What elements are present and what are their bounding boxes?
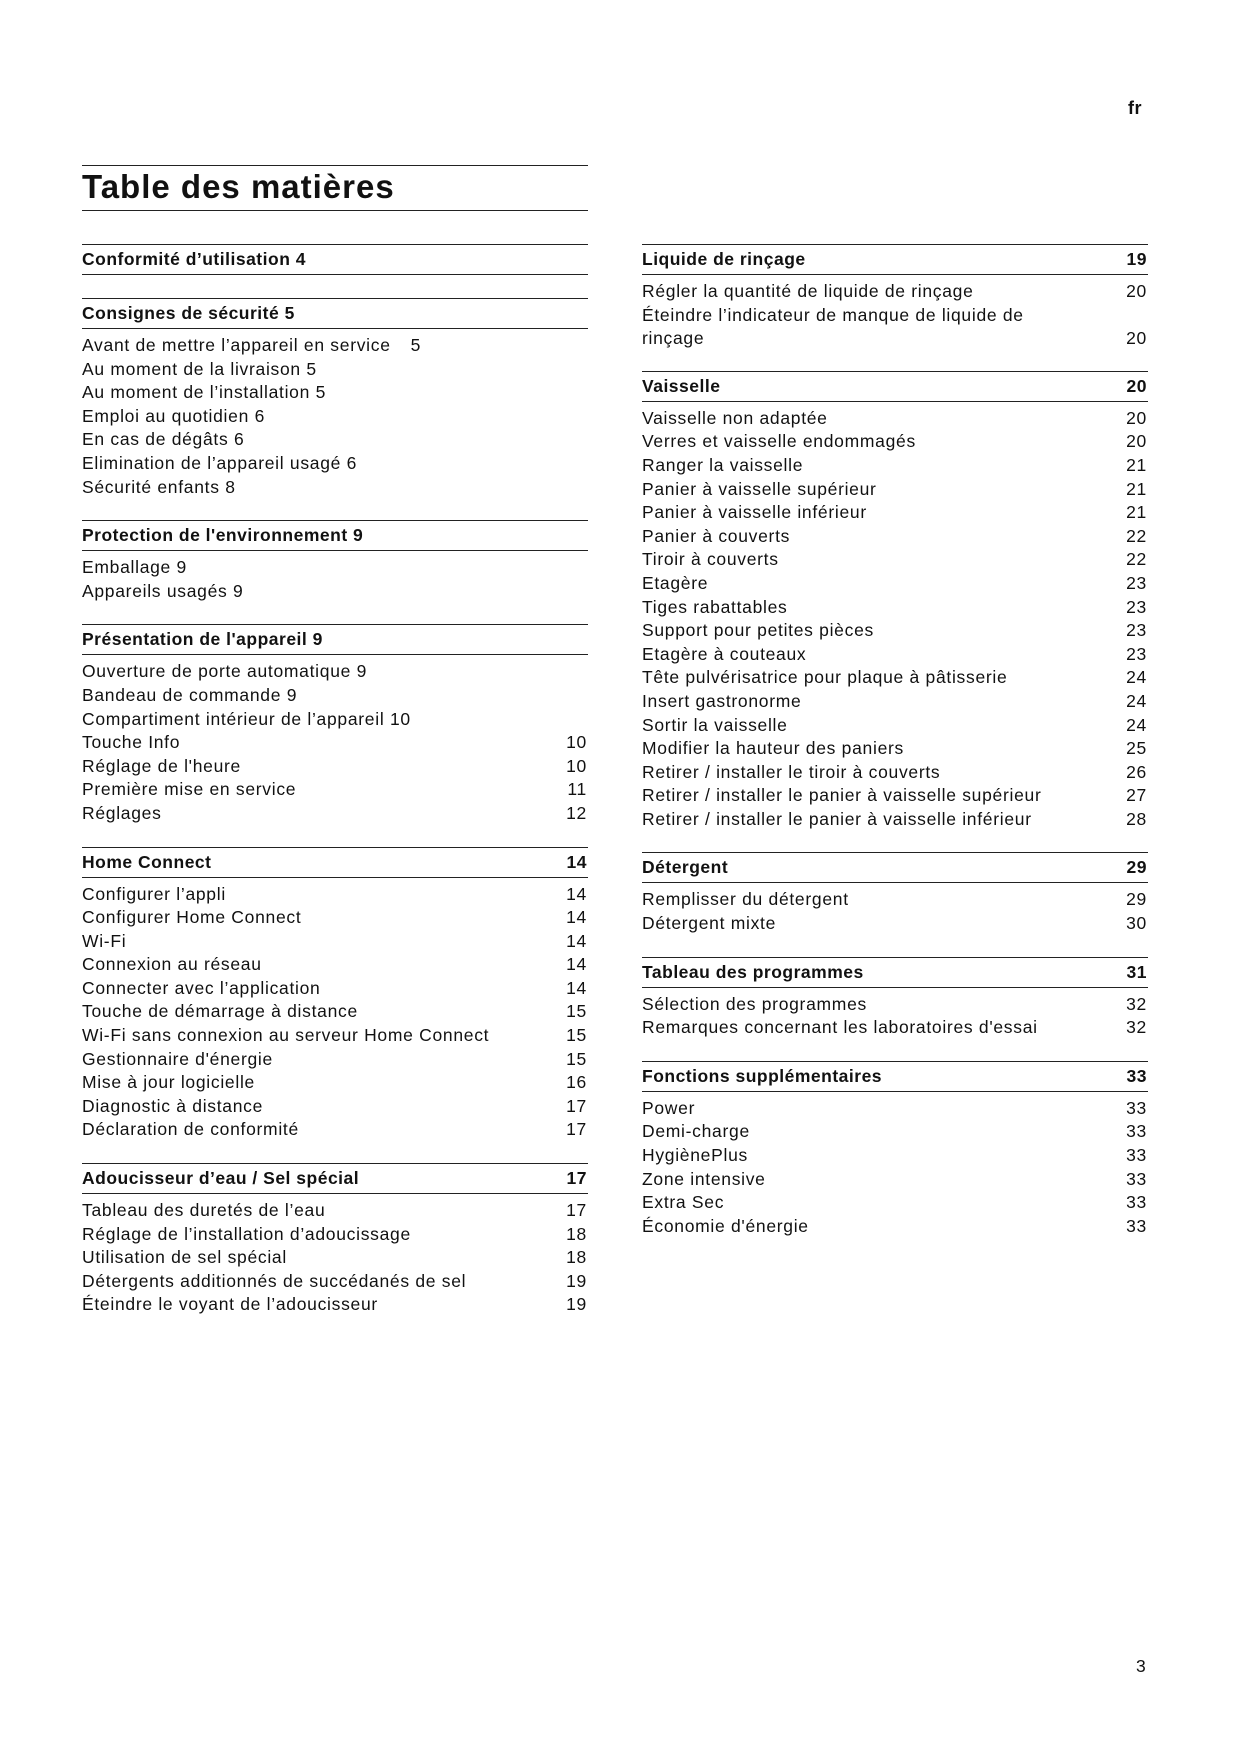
entry-page: 20: [1126, 431, 1147, 452]
toc-entry[interactable]: [82, 755, 588, 779]
toc-entry-list: [82, 655, 588, 825]
toc-entry[interactable]: [82, 1223, 588, 1247]
toc-entry-list: [82, 878, 588, 1143]
entry-text: Ranger la vaisselle: [642, 454, 804, 475]
entry-text: Emploi au quotidien 6: [82, 405, 266, 426]
entry-page: 18: [566, 1223, 587, 1244]
entry-text: Déclaration de conformité: [82, 1119, 299, 1140]
entry-text: Éteindre le voyant de l’adoucisseur: [82, 1294, 378, 1315]
entry-page: 24: [1126, 690, 1147, 711]
entry-text: Connexion au réseau: [82, 954, 262, 975]
entry-page: 25: [1126, 738, 1147, 759]
toc-section-heading[interactable]: [642, 1061, 1148, 1092]
entry-text: Régler la quantité de liquide de rinçage: [642, 281, 974, 301]
toc-section: [642, 957, 1148, 1040]
toc-entry[interactable]: [82, 428, 588, 452]
toc-section-heading[interactable]: [82, 847, 588, 878]
section-title: Présentation de l'appareil 9: [82, 629, 323, 650]
toc-entry[interactable]: [82, 334, 588, 358]
toc-entry[interactable]: [642, 619, 1148, 643]
toc-section: [82, 298, 588, 499]
entry-text: Bandeau de commande 9: [82, 684, 298, 705]
toc-entry[interactable]: [642, 784, 1148, 808]
entry-text: En cas de dégâts 6: [82, 429, 245, 450]
toc-entry[interactable]: [642, 501, 1148, 525]
toc-left-column: [82, 244, 588, 1338]
entry-page: [557, 684, 588, 708]
toc-entry[interactable]: [82, 977, 588, 1001]
toc-entry[interactable]: [82, 452, 588, 476]
toc-entry[interactable]: [82, 883, 588, 907]
entry-text: Éteindre l’indicateur de manque de liquide de rinçage: [642, 304, 1024, 349]
entry-page: 33: [1126, 1215, 1147, 1236]
section-title: Tableau des programmes: [642, 961, 864, 982]
entry-page: 15: [566, 1048, 587, 1069]
toc-entry[interactable]: [82, 1118, 588, 1142]
entry-text: Touche Info: [82, 732, 181, 753]
entry-page: 10: [566, 732, 587, 753]
entry-text: Panier à vaisselle inférieur: [642, 502, 867, 523]
entry-text: Réglages: [82, 802, 162, 823]
toc-entry[interactable]: [642, 304, 1148, 351]
language-tag: fr: [1128, 98, 1142, 118]
page-title: Table des matières: [82, 168, 395, 205]
entry-page: 33: [1126, 1097, 1147, 1118]
entry-text: Ouverture de porte automatique 9: [82, 661, 368, 682]
entry-text: Compartiment intérieur de l’appareil 10: [82, 708, 411, 729]
toc-entry[interactable]: [642, 666, 1148, 690]
entry-page: 32: [1126, 1017, 1147, 1038]
entry-text: Réglage de l’installation d’adoucissage: [82, 1223, 411, 1244]
entry-page: 14: [566, 977, 587, 998]
entry-text: Extra Sec: [642, 1192, 725, 1213]
entry-text: Utilisation de sel spécial: [82, 1247, 287, 1268]
toc-entry[interactable]: [642, 993, 1148, 1017]
entry-page: 23: [1126, 620, 1147, 641]
entry-page: 30: [1126, 913, 1147, 934]
entry-text: Etagère: [642, 572, 709, 593]
toc-entry-list: [642, 1092, 1148, 1239]
section-title: Fonctions supplémentaires: [642, 1065, 883, 1086]
toc-entry[interactable]: [642, 454, 1148, 478]
section-page: 33: [1126, 1065, 1147, 1086]
entry-page: 23: [1126, 596, 1147, 617]
entry-text: Sortir la vaisselle: [642, 714, 788, 735]
toc-entry[interactable]: [82, 778, 588, 802]
toc-title-block: [82, 165, 588, 211]
toc-entry[interactable]: [642, 761, 1148, 785]
toc-entry[interactable]: [642, 478, 1148, 502]
entry-text: Demi-charge: [642, 1121, 750, 1142]
entry-page: 33: [1126, 1145, 1147, 1166]
toc-entry[interactable]: [82, 684, 588, 708]
entry-page: 22: [1126, 525, 1147, 546]
toc-entry[interactable]: [642, 1120, 1148, 1144]
entry-page: 21: [1126, 478, 1147, 499]
toc-section-heading[interactable]: [642, 244, 1148, 275]
toc-entry[interactable]: [82, 1048, 588, 1072]
entry-page: [557, 452, 588, 476]
section-title: Adoucisseur d’eau / Sel spécial: [82, 1168, 360, 1189]
entry-text: Remarques concernant les laboratoires d'essai: [642, 1017, 1038, 1038]
entry-page: 14: [566, 954, 587, 975]
entry-text: Tableau des duretés de l’eau: [82, 1200, 326, 1221]
entry-text: [82, 334, 588, 358]
entry-text: Touche de démarrage à distance: [82, 1001, 358, 1022]
entry-page: 19: [566, 1294, 587, 1315]
entry-text: Modifier la hauteur des paniers: [642, 738, 904, 759]
toc-entry[interactable]: [642, 912, 1148, 936]
entry-text: Appareils usagés 9: [82, 580, 244, 601]
toc-entry[interactable]: [642, 1016, 1148, 1040]
entry-page: 21: [1126, 454, 1147, 475]
toc-section-heading[interactable]: [642, 957, 1148, 988]
entry-text: Tiroir à couverts: [642, 549, 779, 570]
entry-page: 20: [1126, 407, 1147, 428]
entry-page: 17: [566, 1200, 587, 1221]
section-page: 17: [566, 1168, 587, 1189]
entry-text: Etagère à couteaux: [642, 643, 807, 664]
toc-entry[interactable]: [642, 1191, 1148, 1215]
toc-section: [642, 371, 1148, 832]
section-title: Conformité d’utilisation 4: [82, 249, 306, 269]
toc-entry[interactable]: [642, 596, 1148, 620]
entry-text: Retirer / installer le panier à vaisselle supérieur: [642, 785, 1042, 806]
entry-text: Retirer / installer le tiroir à couverts: [642, 761, 941, 782]
toc-entry[interactable]: [82, 1095, 588, 1119]
entry-page: 19: [566, 1270, 587, 1291]
toc-entry[interactable]: [642, 808, 1148, 832]
entry-text: Sélection des programmes: [642, 993, 867, 1014]
section-page: 29: [1126, 857, 1147, 878]
toc-entry-list: [642, 883, 1148, 935]
toc-entry[interactable]: [82, 1199, 588, 1223]
toc-entry-list: [642, 402, 1148, 832]
toc-entry[interactable]: [642, 1168, 1148, 1192]
entry-text: Mise à jour logicielle: [82, 1072, 255, 1093]
entry-text: HygiènePlus: [642, 1145, 748, 1166]
entry-text: Panier à couverts: [642, 525, 791, 546]
toc-entry-list: [82, 1194, 588, 1317]
section-page: 31: [1126, 961, 1147, 982]
entry-page: 22: [1126, 549, 1147, 570]
entry-page: 18: [566, 1247, 587, 1268]
toc-entry[interactable]: [82, 802, 588, 826]
section-page: 19: [1126, 249, 1147, 269]
entry-page: 29: [1126, 889, 1147, 910]
section-title: Protection de l'environnement 9: [82, 525, 364, 546]
toc-entry[interactable]: [642, 690, 1148, 714]
toc-entry-list: [82, 551, 588, 603]
entry-text: Wi-Fi: [82, 930, 127, 951]
toc-entry[interactable]: [642, 280, 1148, 304]
entry-text: Emballage 9: [82, 557, 187, 578]
entry-text: Zone intensive: [642, 1168, 766, 1189]
entry-text: Panier à vaisselle supérieur: [642, 478, 877, 499]
toc-section: [82, 520, 588, 603]
toc-entry[interactable]: [642, 1215, 1148, 1239]
section-title: Liquide de rinçage: [642, 249, 806, 269]
toc-entry[interactable]: [642, 1097, 1148, 1121]
section-title: Détergent: [642, 857, 729, 878]
entry-page: 20: [1126, 328, 1147, 349]
toc-section: [82, 244, 588, 275]
toc-entry[interactable]: [642, 888, 1148, 912]
toc-entry[interactable]: [82, 476, 588, 500]
entry-text: Détergents additionnés de succédanés de sel: [82, 1270, 467, 1291]
entry-text: Tiges rabattables: [642, 596, 788, 617]
entry-text: Verres et vaisselle endommagés: [642, 431, 916, 452]
toc-entry[interactable]: [82, 358, 588, 382]
entry-page: [557, 428, 588, 452]
toc-entry[interactable]: [642, 572, 1148, 596]
entry-text: Diagnostic à distance: [82, 1095, 264, 1116]
toc-entry[interactable]: [642, 737, 1148, 761]
entry-page: 32: [1126, 993, 1147, 1014]
section-title: Home Connect: [82, 851, 212, 872]
entry-page: 28: [1126, 808, 1147, 829]
entry-page: 26: [1126, 761, 1147, 782]
entry-page: [557, 358, 588, 382]
toc-entry[interactable]: [642, 643, 1148, 667]
entry-page: [557, 708, 588, 732]
entry-text: Au moment de la livraison 5: [82, 358, 317, 379]
toc-section: [642, 244, 1148, 351]
entry-page-inline: 5: [410, 335, 422, 355]
toc-section: [82, 624, 588, 825]
entry-page: 23: [1126, 643, 1147, 664]
entry-page: [557, 580, 588, 604]
entry-text: Connecter avec l’application: [82, 977, 321, 998]
toc-section-heading[interactable]: [82, 298, 588, 329]
toc-entry[interactable]: [642, 714, 1148, 738]
entry-page: [557, 476, 588, 500]
entry-page: 23: [1126, 572, 1147, 593]
entry-page: 33: [1126, 1121, 1147, 1142]
entry-text: Elimination de l’appareil usagé 6: [82, 452, 358, 473]
toc-entry[interactable]: [642, 407, 1148, 431]
entry-page: 10: [566, 755, 587, 776]
toc-section: [642, 852, 1148, 935]
entry-text: Insert gastronorme: [642, 690, 802, 711]
entry-text: Wi-Fi sans connexion au serveur Home Connect: [82, 1025, 490, 1046]
entry-text: Économie d'énergie: [642, 1215, 809, 1236]
entry-text: Sécurité enfants 8: [82, 476, 236, 497]
entry-text: Retirer / installer le panier à vaisselle inférieur: [642, 808, 1032, 829]
entry-page: 12: [566, 802, 587, 823]
entry-page: 14: [566, 883, 587, 904]
toc-section-heading[interactable]: [82, 244, 588, 275]
entry-text: Au moment de l’installation 5: [82, 382, 327, 403]
entry-page: 17: [566, 1095, 587, 1116]
entry-text: Première mise en service: [82, 779, 297, 800]
entry-page: 24: [1126, 667, 1147, 688]
toc-entry[interactable]: [82, 381, 588, 405]
toc-entry[interactable]: [82, 731, 588, 755]
entry-page: 33: [1126, 1192, 1147, 1213]
entry-text: Configurer l’appli: [82, 883, 226, 904]
toc-entry[interactable]: [82, 556, 588, 580]
entry-page: 27: [1126, 785, 1147, 806]
page-number: 3: [1136, 1656, 1146, 1676]
toc-entry-list: [642, 275, 1148, 351]
entry-page: [557, 381, 588, 405]
toc-entry[interactable]: [642, 1144, 1148, 1168]
toc-section: [642, 1061, 1148, 1239]
toc-entry[interactable]: [82, 906, 588, 930]
toc-right-column: [642, 244, 1148, 1259]
toc-entry[interactable]: [642, 548, 1148, 572]
toc-section-heading[interactable]: [82, 1163, 588, 1194]
toc-section-heading[interactable]: [642, 852, 1148, 883]
entry-page: [557, 405, 588, 429]
entry-page: [557, 660, 588, 684]
toc-entry[interactable]: [82, 580, 588, 604]
entry-text: Réglage de l'heure: [82, 755, 241, 776]
toc-entry[interactable]: [82, 1293, 588, 1317]
section-page: 20: [1126, 375, 1147, 396]
entry-text: Vaisselle non adaptée: [642, 407, 828, 428]
entry-text: Détergent mixte: [642, 913, 777, 934]
toc-entry[interactable]: [82, 1270, 588, 1294]
toc-entry-list: [642, 988, 1148, 1040]
toc-section: [82, 1163, 588, 1317]
toc-entry[interactable]: [82, 953, 588, 977]
toc-entry[interactable]: [82, 1071, 588, 1095]
toc-section-heading[interactable]: [642, 371, 1148, 402]
toc-entry[interactable]: [82, 660, 588, 684]
entry-text: Configurer Home Connect: [82, 907, 302, 928]
entry-page: 16: [566, 1072, 587, 1093]
entry-text: Support pour petites pièces: [642, 620, 874, 641]
entry-page: 17: [566, 1119, 587, 1140]
entry-page: 15: [566, 1025, 587, 1046]
toc-entry[interactable]: [82, 405, 588, 429]
entry-page: 11: [567, 779, 587, 800]
toc-entry[interactable]: [642, 525, 1148, 549]
entry-page: 24: [1126, 714, 1147, 735]
toc-entry[interactable]: [642, 430, 1148, 454]
entry-page: 33: [1126, 1168, 1147, 1189]
section-title: Vaisselle: [642, 375, 721, 396]
entry-page: 14: [566, 930, 587, 951]
entry-page: 15: [566, 1001, 587, 1022]
entry-page: 20: [1126, 281, 1147, 301]
toc-entry-list: [82, 329, 588, 499]
entry-text: Remplisser du détergent: [642, 889, 849, 910]
toc-section-heading[interactable]: [82, 520, 588, 551]
toc-section-heading[interactable]: [82, 624, 588, 655]
entry-text-label: Avant de mettre l’appareil en service: [82, 335, 391, 355]
entry-page: [557, 556, 588, 580]
entry-text: Gestionnaire d'énergie: [82, 1048, 273, 1069]
toc-entry[interactable]: [82, 708, 588, 732]
entry-page: 21: [1126, 502, 1147, 523]
toc-entry[interactable]: [82, 930, 588, 954]
toc-entry[interactable]: [82, 1246, 588, 1270]
entry-page: 14: [566, 907, 587, 928]
toc-entry[interactable]: [82, 1000, 588, 1024]
entry-text: Tête pulvérisatrice pour plaque à pâtisserie: [642, 667, 1008, 688]
section-page: 14: [566, 851, 587, 872]
entry-text: Power: [642, 1097, 696, 1118]
section-title: Consignes de sécurité 5: [82, 303, 295, 323]
toc-entry[interactable]: [82, 1024, 588, 1048]
toc-section: [82, 847, 588, 1143]
